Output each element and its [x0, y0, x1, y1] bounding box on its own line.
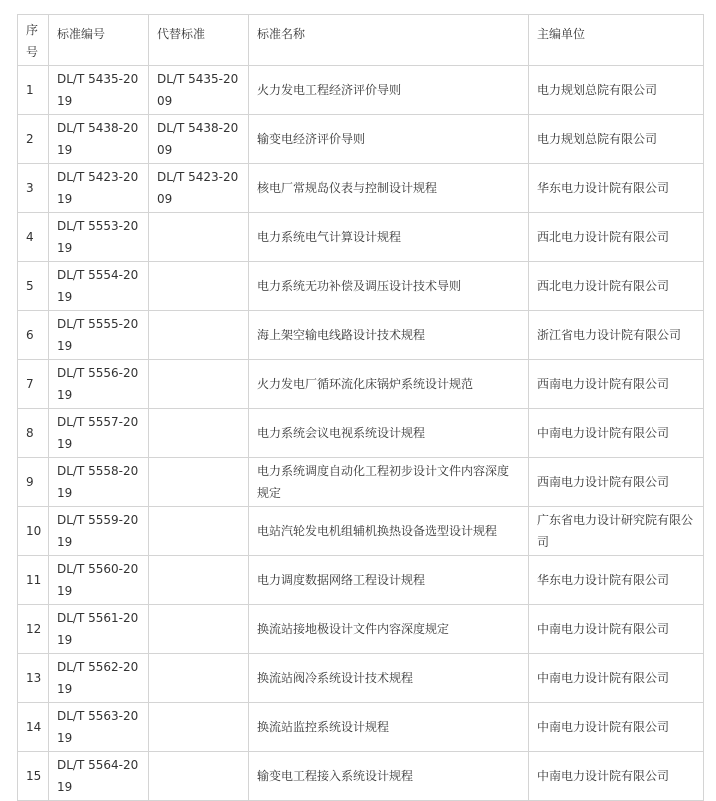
cell-index: 4	[18, 213, 49, 262]
cell-editor-organization: 华东电力设计院有限公司	[529, 556, 704, 605]
cell-editor-organization: 电力规划总院有限公司	[529, 115, 704, 164]
cell-standard-name: 输变电经济评价导则	[249, 115, 529, 164]
cell-standard-code: DL/T 5563-2019	[49, 703, 149, 752]
cell-standard-code: DL/T 5560-2019	[49, 556, 149, 605]
cell-index: 9	[18, 458, 49, 507]
cell-editor-organization: 中南电力设计院有限公司	[529, 752, 704, 801]
cell-standard-code: DL/T 5435-2019	[49, 66, 149, 115]
cell-index: 8	[18, 409, 49, 458]
cell-standard-name: 火力发电工程经济评价导则	[249, 66, 529, 115]
cell-standard-name: 海上架空输电线路设计技术规程	[249, 311, 529, 360]
cell-standard-code: DL/T 5564-2019	[49, 752, 149, 801]
cell-replaced-standard	[149, 311, 249, 360]
cell-replaced-standard	[149, 507, 249, 556]
cell-replaced-standard	[149, 556, 249, 605]
table-row	[18, 605, 704, 654]
cell-replaced-standard	[149, 654, 249, 703]
table-row	[18, 703, 704, 752]
cell-standard-code: DL/T 5423-2019	[49, 164, 149, 213]
cell-replaced-standard: DL/T 5423-2009	[149, 164, 249, 213]
cell-standard-code: DL/T 5557-2019	[49, 409, 149, 458]
cell-index: 2	[18, 115, 49, 164]
cell-standard-code: DL/T 5555-2019	[49, 311, 149, 360]
cell-standard-name: 换流站阀冷系统设计技术规程	[249, 654, 529, 703]
cell-editor-organization: 中南电力设计院有限公司	[529, 703, 704, 752]
cell-standard-name: 电力系统无功补偿及调压设计技术导则	[249, 262, 529, 311]
cell-index: 6	[18, 311, 49, 360]
cell-standard-code: DL/T 5562-2019	[49, 654, 149, 703]
cell-replaced-standard	[149, 213, 249, 262]
cell-standard-code: DL/T 5554-2019	[49, 262, 149, 311]
table-row	[18, 409, 704, 458]
table-body	[18, 66, 704, 801]
cell-index: 7	[18, 360, 49, 409]
table-row	[18, 507, 704, 556]
cell-standard-code: DL/T 5438-2019	[49, 115, 149, 164]
cell-editor-organization: 中南电力设计院有限公司	[529, 654, 704, 703]
cell-standard-name: 核电厂常规岛仪表与控制设计规程	[249, 164, 529, 213]
cell-standard-name: 火力发电厂循环流化床锅炉系统设计规范	[249, 360, 529, 409]
table-row	[18, 311, 704, 360]
cell-editor-organization: 西北电力设计院有限公司	[529, 262, 704, 311]
cell-standard-code: DL/T 5553-2019	[49, 213, 149, 262]
cell-editor-organization: 华东电力设计院有限公司	[529, 164, 704, 213]
cell-index: 12	[18, 605, 49, 654]
cell-standard-code: DL/T 5558-2019	[49, 458, 149, 507]
cell-standard-name: 换流站接地极设计文件内容深度规定	[249, 605, 529, 654]
cell-index: 10	[18, 507, 49, 556]
cell-index: 13	[18, 654, 49, 703]
cell-replaced-standard	[149, 360, 249, 409]
cell-standard-code: DL/T 5556-2019	[49, 360, 149, 409]
cell-replaced-standard: DL/T 5435-2009	[149, 66, 249, 115]
cell-replaced-standard	[149, 703, 249, 752]
cell-replaced-standard	[149, 409, 249, 458]
cell-editor-organization: 中南电力设计院有限公司	[529, 409, 704, 458]
cell-standard-name: 电力系统调度自动化工程初步设计文件内容深度规定	[249, 458, 529, 507]
table-row	[18, 66, 704, 115]
header-editor-organization: 主编单位	[529, 15, 704, 66]
standards-table	[17, 14, 704, 801]
cell-replaced-standard	[149, 605, 249, 654]
table-row	[18, 213, 704, 262]
table-row	[18, 164, 704, 213]
cell-standard-name: 电站汽轮发电机组辅机换热设备选型设计规程	[249, 507, 529, 556]
table-row	[18, 458, 704, 507]
table-row	[18, 752, 704, 801]
header-standard-code: 标准编号	[49, 15, 149, 66]
cell-standard-name: 电力系统会议电视系统设计规程	[249, 409, 529, 458]
table-row	[18, 556, 704, 605]
header-index: 序号	[18, 15, 49, 66]
cell-standard-name: 电力系统电气计算设计规程	[249, 213, 529, 262]
cell-index: 14	[18, 703, 49, 752]
cell-index: 15	[18, 752, 49, 801]
cell-replaced-standard	[149, 458, 249, 507]
cell-index: 3	[18, 164, 49, 213]
cell-replaced-standard: DL/T 5438-2009	[149, 115, 249, 164]
cell-editor-organization: 西南电力设计院有限公司	[529, 458, 704, 507]
header-replaced-standard: 代替标准	[149, 15, 249, 66]
table-row	[18, 262, 704, 311]
cell-replaced-standard	[149, 262, 249, 311]
cell-editor-organization: 西北电力设计院有限公司	[529, 213, 704, 262]
cell-editor-organization: 电力规划总院有限公司	[529, 66, 704, 115]
cell-editor-organization: 广东省电力设计研究院有限公司	[529, 507, 704, 556]
cell-editor-organization: 西南电力设计院有限公司	[529, 360, 704, 409]
cell-index: 11	[18, 556, 49, 605]
document-body	[17, 14, 704, 801]
cell-standard-code: DL/T 5559-2019	[49, 507, 149, 556]
cell-index: 5	[18, 262, 49, 311]
cell-standard-code: DL/T 5561-2019	[49, 605, 149, 654]
cell-editor-organization: 中南电力设计院有限公司	[529, 605, 704, 654]
cell-replaced-standard	[149, 752, 249, 801]
cell-standard-name: 电力调度数据网络工程设计规程	[249, 556, 529, 605]
cell-index: 1	[18, 66, 49, 115]
table-header-row	[18, 15, 704, 66]
cell-editor-organization: 浙江省电力设计院有限公司	[529, 311, 704, 360]
header-standard-name: 标准名称	[249, 15, 529, 66]
cell-standard-name: 换流站监控系统设计规程	[249, 703, 529, 752]
table-row	[18, 654, 704, 703]
cell-standard-name: 输变电工程接入系统设计规程	[249, 752, 529, 801]
table-row	[18, 115, 704, 164]
table-row	[18, 360, 704, 409]
